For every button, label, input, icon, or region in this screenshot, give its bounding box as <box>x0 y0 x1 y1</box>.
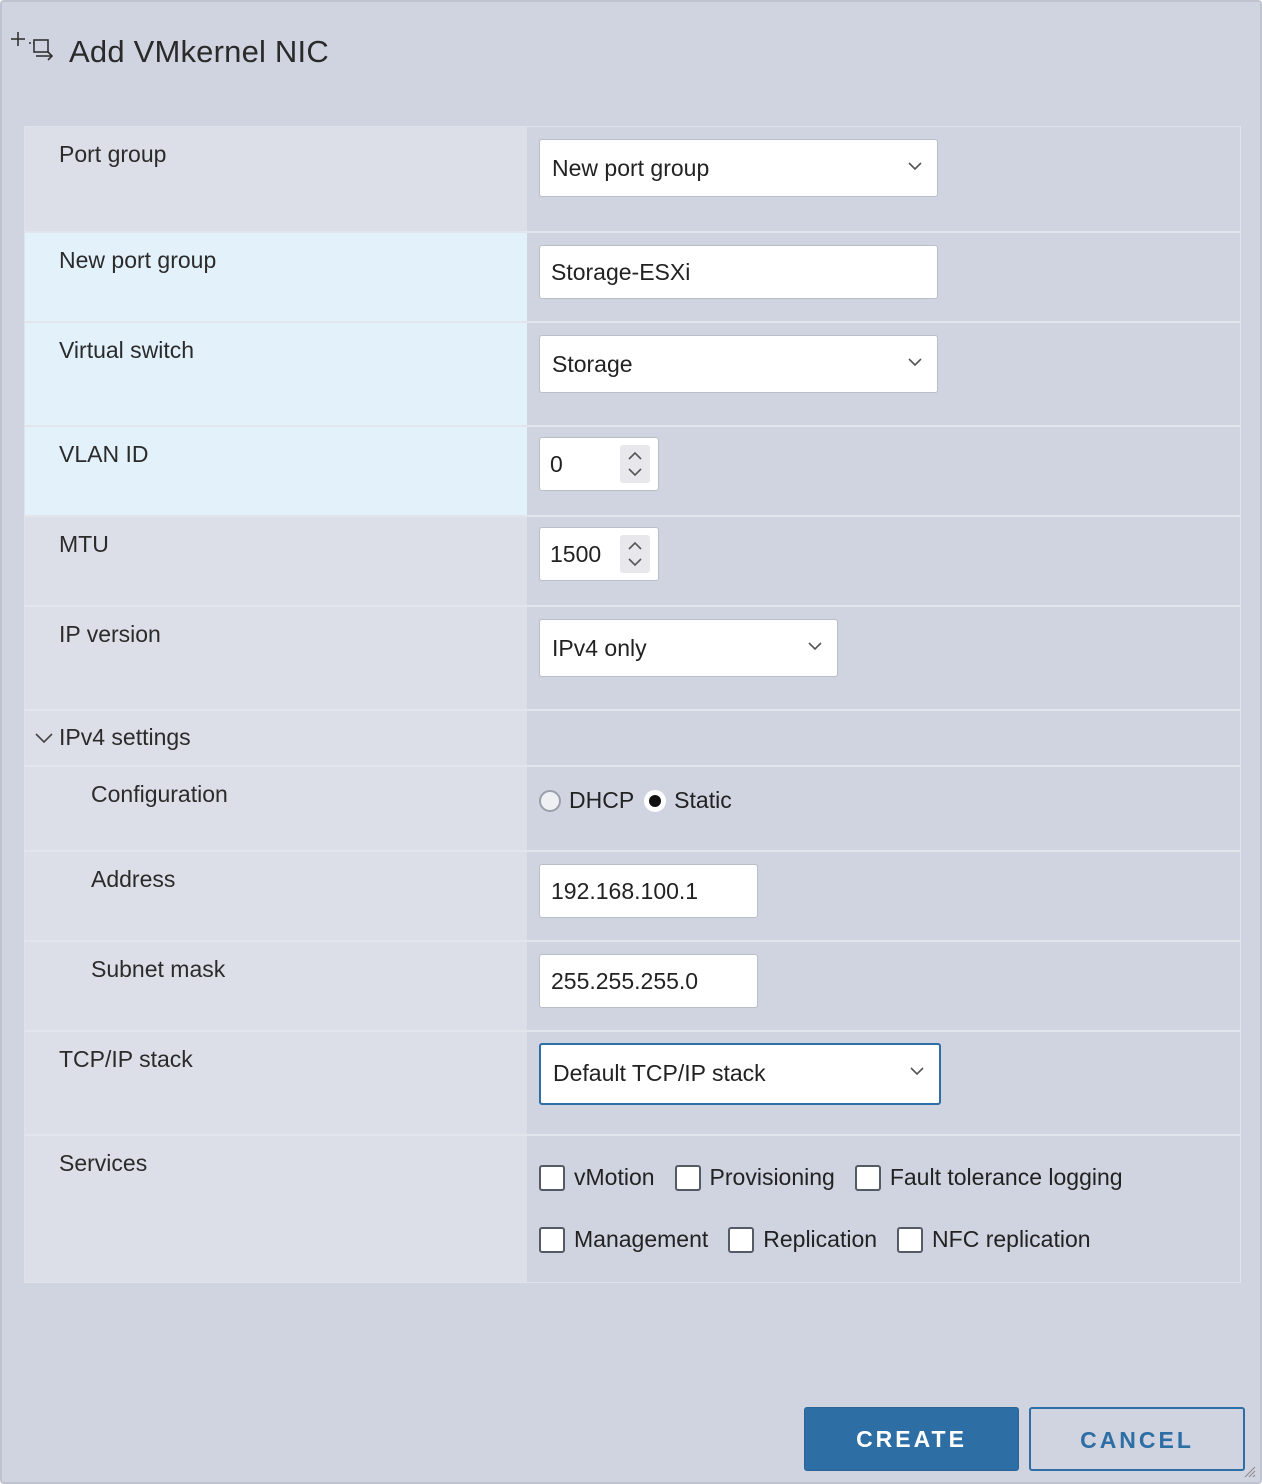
tcpip-stack-select[interactable] <box>539 1043 941 1105</box>
virtual-switch-select[interactable] <box>539 335 938 393</box>
label-cell <box>25 427 527 515</box>
nfc-replication-checkbox[interactable] <box>897 1227 923 1253</box>
cancel-button[interactable]: CANCEL <box>1029 1407 1245 1471</box>
ip-version-select[interactable] <box>539 619 838 677</box>
fault-tolerance-logging-checkbox[interactable] <box>855 1165 881 1191</box>
value-cell <box>527 427 1240 515</box>
new-port-group-input[interactable] <box>539 245 938 299</box>
vmotion-checkbox-label[interactable]: vMotion <box>574 1164 655 1190</box>
row-configuration <box>25 767 1240 852</box>
value-cell <box>527 517 1240 605</box>
address-value: 192.168.100.1 <box>551 878 699 904</box>
value-cell <box>527 1136 1240 1282</box>
virtual-switch-label: Virtual switch <box>59 337 195 363</box>
row-ip-version <box>25 607 1240 711</box>
label-cell <box>25 942 527 1030</box>
label-cell <box>25 852 527 940</box>
mtu-label: MTU <box>59 531 109 557</box>
services-checkbox-row <box>539 1164 1143 1191</box>
address-label: Address <box>91 866 176 892</box>
static-radio[interactable] <box>644 790 666 812</box>
ip-version-label: IP version <box>59 621 161 647</box>
value-cell <box>527 852 1240 940</box>
value-cell <box>527 323 1240 425</box>
label-cell <box>25 323 527 425</box>
management-checkbox-label[interactable]: Management <box>574 1226 709 1252</box>
vmkernel-form <box>24 126 1241 1283</box>
stepper-icon <box>626 445 644 483</box>
services-label: Services <box>59 1150 148 1176</box>
virtual-switch-value: Storage <box>552 351 633 377</box>
row-tcpip-stack <box>25 1032 1240 1136</box>
label-cell <box>25 517 527 605</box>
label-cell <box>25 127 527 231</box>
label-cell <box>25 1032 527 1134</box>
fault-tolerance-logging-checkbox-label[interactable]: Fault tolerance logging <box>889 1164 1123 1190</box>
vlan-id-label: VLAN ID <box>59 441 149 467</box>
row-subnet-mask <box>25 942 1240 1032</box>
value-cell <box>527 127 1240 231</box>
ipv4-settings-label[interactable]: IPv4 settings <box>59 724 191 750</box>
row-port-group <box>25 127 1240 233</box>
subnet-mask-label: Subnet mask <box>91 956 226 982</box>
chevron-down-icon[interactable] <box>33 727 55 749</box>
label-cell <box>25 607 527 709</box>
replication-checkbox[interactable] <box>728 1227 754 1253</box>
provisioning-checkbox-label[interactable]: Provisioning <box>709 1164 835 1190</box>
chevron-down-icon <box>909 1065 925 1077</box>
create-button[interactable]: CREATE <box>804 1407 1019 1471</box>
label-cell <box>25 233 527 321</box>
vlan-id-value: 0 <box>550 451 563 477</box>
value-cell <box>527 233 1240 321</box>
mtu-input[interactable] <box>539 527 659 581</box>
row-ipv4-settings <box>25 711 1240 767</box>
chevron-down-icon <box>807 640 823 652</box>
nfc-replication-checkbox-label[interactable]: NFC replication <box>932 1226 1091 1252</box>
value-cell <box>527 767 1240 850</box>
address-input[interactable] <box>539 864 758 918</box>
new-port-group-value: Storage-ESXi <box>551 259 691 285</box>
add-network-adapter-icon <box>8 30 58 66</box>
port-group-value: New port group <box>552 155 710 181</box>
vlan-id-stepper[interactable] <box>620 445 650 483</box>
chevron-down-icon <box>907 356 923 368</box>
row-mtu <box>25 517 1240 607</box>
dialog-title-bar[interactable] <box>2 2 1260 102</box>
dhcp-radio-label[interactable]: DHCP <box>569 787 635 813</box>
mtu-value: 1500 <box>550 541 602 567</box>
dhcp-radio[interactable] <box>539 790 561 812</box>
port-group-label: Port group <box>59 141 167 167</box>
value-cell <box>527 942 1240 1030</box>
row-address <box>25 852 1240 942</box>
row-services <box>25 1136 1240 1282</box>
services-checkbox-row <box>539 1226 1111 1253</box>
replication-checkbox-label[interactable]: Replication <box>763 1226 878 1252</box>
subnet-mask-value: 255.255.255.0 <box>551 968 699 994</box>
value-cell <box>527 607 1240 709</box>
provisioning-checkbox[interactable] <box>675 1165 701 1191</box>
vlan-id-input[interactable] <box>539 437 659 491</box>
dialog-title: Add VMkernel NIC <box>69 34 329 69</box>
ip-version-value: IPv4 only <box>552 635 647 661</box>
stepper-icon <box>626 535 644 573</box>
tcpip-stack-value: Default TCP/IP stack <box>553 1060 766 1086</box>
configuration-radio-group <box>539 787 742 814</box>
value-cell <box>527 711 1240 765</box>
new-port-group-label: New port group <box>59 247 217 273</box>
chevron-down-icon <box>907 160 923 172</box>
configuration-label: Configuration <box>91 781 228 807</box>
resize-grip-icon[interactable] <box>1242 1464 1256 1478</box>
static-radio-label[interactable]: Static <box>674 787 732 813</box>
value-cell <box>527 1032 1240 1134</box>
tcpip-stack-label: TCP/IP stack <box>59 1046 193 1072</box>
row-virtual-switch <box>25 323 1240 427</box>
label-cell <box>25 767 527 850</box>
management-checkbox[interactable] <box>539 1227 565 1253</box>
label-cell[interactable] <box>25 711 527 765</box>
mtu-stepper[interactable] <box>620 535 650 573</box>
port-group-select[interactable] <box>539 139 938 197</box>
subnet-mask-input[interactable] <box>539 954 758 1008</box>
label-cell <box>25 1136 527 1282</box>
row-new-port-group <box>25 233 1240 323</box>
row-vlan-id <box>25 427 1240 517</box>
vmotion-checkbox[interactable] <box>539 1165 565 1191</box>
